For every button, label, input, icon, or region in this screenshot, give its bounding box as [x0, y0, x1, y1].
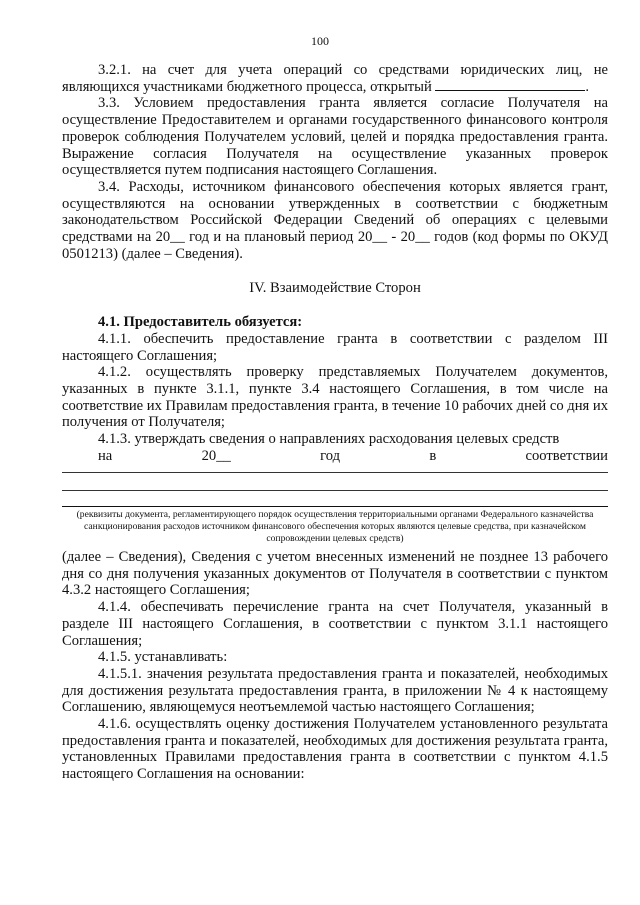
blank-underline [435, 79, 585, 91]
word: на [98, 447, 113, 464]
paragraph-4-1-4: 4.1.4. обеспечивать перечисление гранта на счет Получателя, указанный в разделе III настоящего Соглашения, в соответствии с пунктом 3.1.1 настоящего Соглашения; [62, 599, 608, 649]
paragraph-4-1-3-line [62, 448, 608, 465]
paragraph-4-1: 4.1. Предоставитель обязуется: [98, 314, 303, 331]
paragraph-4-1-3: 4.1.3. утверждать сведения о направлениях расходования целевых средств [98, 431, 560, 448]
word: 20__ [201, 447, 231, 464]
footnote-caption: (реквизиты документа, регламентирующего порядок осуществления территориальными органами Федерального казначейства санкционирования расходов источником финансового обеспечения которых являются целевые средства, при казначейском сопровождении целевых средств) [76, 509, 594, 545]
text-block-top [62, 62, 608, 545]
paragraph-4-1-2: 4.1.2. осуществлять проверку представляемых Получателем документов, указанных в пункте 3.1.1, пункте 3.4 настоящего Соглашения, в том числе на соответствие их Правилам предоставления гранта, в течение 10 рабочих дней со дня их получения от Получателя; [62, 364, 608, 431]
paragraph-continued: (далее – Сведения), Сведения с учетом внесенных изменений не позднее 13 рабочего дня со дня получения указанных документов от Получателя в соответствии с пунктом 4.3.2 настоящего Соглашения; [62, 549, 608, 599]
paragraph-3-2-1-text: 3.2.1. на счет для учета операций со средствами юридических лиц, не являющихся участниками бюджетного процесса, открытый [62, 62, 608, 95]
paragraph-3-3: 3.3. Условием предоставления гранта является согласие Получателя на осуществление Предоставителем и органами государственного финансового контроля проверок соблюдения Получателем условий, целей и порядка предоставления гранта. Выражение согласия Получателя на осуществление указанных проверок осуществляется путем подписания настоящего Соглашения. [62, 95, 608, 179]
section-heading: IV. Взаимодействие Сторон [249, 280, 421, 297]
word: в [429, 447, 437, 464]
paragraph-3-2-1 [62, 62, 608, 95]
blank-line [62, 472, 608, 473]
blank-line [62, 490, 608, 491]
page-number: 100 [311, 34, 329, 48]
word: год [320, 447, 341, 464]
paragraph-4-1-5: 4.1.5. устанавливать: [98, 649, 228, 666]
paragraph-3-2-1-end: . [585, 78, 590, 95]
text-block-bottom [62, 549, 608, 783]
word: соответствии [525, 447, 608, 464]
paragraph-4-1-5-1: 4.1.5.1. значения результата предоставления гранта и показателей, необходимых для достижения результата предоставления гранта, в приложении № 4 к настоящему Соглашению, являющемуся неотъемлемой частью настоящего Соглашения; [62, 665, 608, 716]
paragraph-4-1-6: 4.1.6. осуществлять оценку достижения Получателем установленного результата предоставления гранта и показателей, необходимых для достижения результата гранта, установленных Правилами предоставления гранта в соответствии с пунктом 4.1.5 настоящего Соглашения на основании: [62, 716, 608, 783]
paragraph-4-1-1: 4.1.1. обеспечить предоставление гранта в соответствии с разделом III настоящего Соглашения; [62, 330, 608, 364]
paragraph-3-4: 3.4. Расходы, источником финансового обеспечения которых является грант, осуществляются на основании утвержденных в соответствии с бюджетным законодательством Российской Федерации Сведений об операциях с целевыми средствами на 20__ год и на плановый период 20__ - 20__ годов (код формы по ОКУД 0501213) (далее – Сведения). [62, 178, 608, 262]
